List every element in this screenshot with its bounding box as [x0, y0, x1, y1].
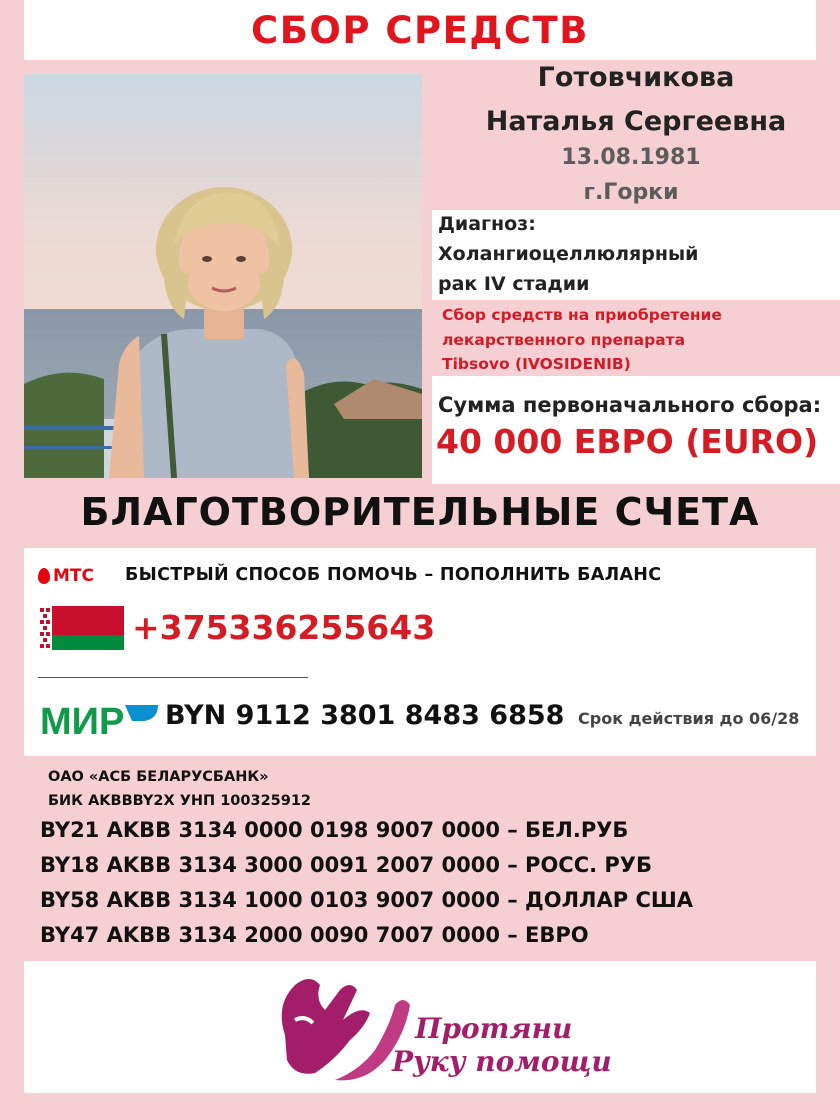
bank-account: BY58 AKBB 3134 1000 0103 9007 0000 – ДОЛЛАР США: [40, 888, 694, 912]
page-title: СБОР СРЕДСТВ: [251, 8, 589, 52]
person-surname: Готовчикова: [537, 62, 735, 93]
diagnosis-label: Диагноз:: [438, 213, 536, 235]
mts-egg-icon: [38, 568, 50, 584]
goal-label: Сумма первоначального сбора:: [438, 393, 822, 417]
person-city: г.Горки: [583, 180, 679, 205]
person-given-names: Наталья Сергеевна: [485, 106, 787, 137]
portrait-photo: [24, 74, 422, 478]
footer-slogan-line: Протяни: [415, 1012, 573, 1045]
footer-slogan-line: Руку помощи: [392, 1045, 612, 1078]
mir-card-expiry: Срок действия до 06/28: [578, 709, 800, 728]
mts-phone-number: +375336255643: [132, 608, 436, 647]
purpose-line: Сбор средств на приобретение: [442, 306, 722, 324]
mir-logo-text: МИР: [40, 701, 125, 739]
purpose-line: лекарственного препарата: [442, 331, 686, 349]
mts-logo-text: МТС: [53, 566, 94, 586]
charity-accounts-title: БЛАГОТВОРИТЕЛЬНЫЕ СЧЕТА: [80, 490, 760, 534]
mir-logo: [40, 701, 158, 739]
bank-account: BY47 AKBB 3134 2000 0090 7007 0000 – ЕВРО: [40, 923, 589, 947]
goal-amount: 40 000 ЕВРО (EURO): [436, 422, 819, 461]
divider: [38, 677, 308, 678]
mts-logo: [38, 566, 94, 586]
diagnosis-line: рак IV стадии: [438, 273, 590, 295]
woman-portrait-illustration: [24, 74, 422, 478]
purpose-line: Tibsovo (IVOSIDENIB): [442, 355, 631, 373]
bank-name: ОАО «АСБ БЕЛАРУСБАНК»: [48, 769, 269, 785]
mir-card-number: BYN 9112 3801 8483 6858: [165, 700, 565, 731]
person-birth-date: 13.08.1981: [561, 145, 701, 170]
bank-account: BY18 AKBB 3134 3000 0091 2007 0000 – РОСС. РУБ: [40, 853, 652, 877]
bank-account: BY21 AKBB 3134 0000 0198 9007 0000 – БЕЛ.РУБ: [40, 818, 629, 842]
diagnosis-line: Холангиоцеллюлярный: [438, 243, 699, 265]
belarus-flag-icon: [38, 606, 124, 650]
mts-instruction: БЫСТРЫЙ СПОСОБ ПОМОЧЬ – ПОПОЛНИТЬ БАЛАНС: [125, 565, 662, 585]
title-banner: [24, 0, 816, 60]
bank-bic: БИК AKBBBY2X УНП 100325912: [48, 793, 312, 809]
